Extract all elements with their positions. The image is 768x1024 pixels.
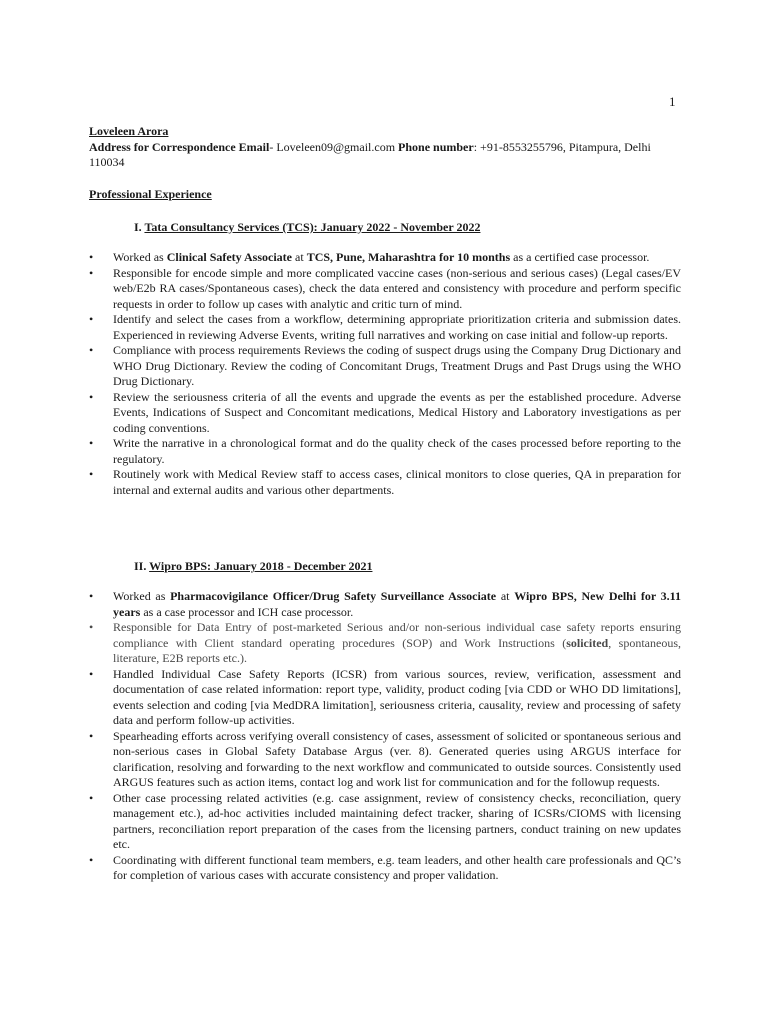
bullet-icon: • bbox=[89, 467, 94, 481]
list-item: • Write the narrative in a chronological format and do the quality check of the cases processed before reporting to the regulatory. bbox=[89, 436, 681, 466]
phone-text: : +91-8553255796, Pitampura, Delhi 110034 bbox=[89, 139, 651, 169]
bullet-icon: • bbox=[89, 790, 94, 805]
list-item: • Responsible for encode simple and more complicated vaccine cases (non-serious and serious cases) (Legal cases/EV web/E2b RA cases/Spontaneous cases), check the data entered and consistency with procedure and perform specific requests in order to follow up cases with analytic and critic turn of mind. bbox=[89, 265, 681, 311]
job-bullets-tcs bbox=[89, 250, 681, 498]
candidate-name: Loveleen Arora bbox=[89, 124, 169, 138]
bullet-icon: • bbox=[89, 436, 94, 450]
job-heading-wipro bbox=[134, 559, 372, 575]
section-title: Professional Experience bbox=[89, 187, 212, 201]
job-heading-prefix: I. bbox=[134, 220, 145, 234]
page-number: 1 bbox=[669, 94, 676, 109]
job-heading-prefix: II. bbox=[134, 559, 150, 573]
job-bullets-wipro bbox=[89, 589, 681, 884]
contact-line bbox=[89, 140, 681, 171]
email-text: - Loveleen09@gmail.com bbox=[269, 139, 399, 154]
list-item: • Coordinating with different functional team members, e.g. team leaders, and other health care professionals and QC’s for completion of various cases with accurate consistency and proper validation. bbox=[89, 852, 681, 882]
job-heading-title: Wipro BPS: January 2018 - December 2021 bbox=[149, 559, 373, 573]
job-heading-title: Tata Consultancy Services (TCS): January 2022 - November 2022 bbox=[144, 220, 481, 234]
list-item: • Worked as Pharmacovigilance Officer/Drug Safety Surveillance Associate at Wipro BPS, New Delhi for 3.11 years as a case processor and ICH case processor. bbox=[89, 589, 682, 619]
list-item: • Worked as Clinical Safety Associate at TCS, Pune, Maharashtra for 10 months as a certified case processor. bbox=[89, 250, 650, 264]
bullet-icon: • bbox=[89, 389, 94, 404]
bullet-icon: • bbox=[89, 312, 94, 326]
bullet-icon: • bbox=[89, 250, 94, 264]
bullet-icon: • bbox=[89, 728, 94, 743]
list-item: • Routinely work with Medical Review staff to access cases, clinical monitors to close queries, QA in preparation for internal and external audits and various other departments. bbox=[89, 467, 681, 497]
contact-header bbox=[89, 124, 681, 171]
phone-label: Phone number bbox=[398, 139, 474, 154]
list-item: • Spearheading efforts across verifying overall consistency of cases, assessment of solicited or spontaneous serious and non-serious cases in Global Safety Database Argus (ver. 8). Generated queries using ARGUS interface for clarification, resolving and forwarding to the next workflow and communicated to outside sources. Consistently used ARGUS features such as action items, contact log and work list for communication and for the followup requests. bbox=[89, 728, 681, 789]
bullet-icon: • bbox=[89, 852, 94, 867]
list-item: • Identify and select the cases from a workflow, determining appropriate prioritization criteria and submission dates. Experienced in reviewing Adverse Events, writing full narratives and working on case initial and follow-up reports. bbox=[89, 312, 681, 342]
job-heading-tcs bbox=[134, 220, 480, 236]
list-item: • Review the seriousness criteria of all the events and upgrade the events as per the established procedure. Adverse Events, Indications of Suspect and Concomitant medications, Medical History and Laboratory investigations as per coding conventions. bbox=[89, 389, 681, 435]
list-item: • Other case processing related activities (e.g. case assignment, review of consistency checks, reconciliation, query management etc.), ad-hoc activities included maintaining defect tracker, sharing of ICSRs/CIOMS with licensing partners, reconciliation report preparation of the cases from the licensing partners, conduct training on new updates etc. bbox=[89, 790, 681, 851]
list-item: • Responsible for Data Entry of post-marketed Serious and/or non-serious individual case safety reports ensuring compliance with Client standard operating procedures (SOP) and Work Instructions (solicited, spontaneous, literature, E2B reports etc.). bbox=[89, 620, 681, 665]
bullet-icon: • bbox=[89, 589, 94, 603]
bullet-icon: • bbox=[89, 265, 94, 280]
address-label: Address for Correspondence Email bbox=[89, 139, 270, 154]
list-item: • Handled Individual Case Safety Reports (ICSR) from various sources, review, verification, assessment and documentation of case related information: report type, validity, product coding [via CDD or WHO DD limitations], events selection and coding [via MedDRA limitation], seriousness criteria, causality, review and processing of safety data and perform follow-up activities. bbox=[89, 666, 681, 727]
bullet-icon: • bbox=[89, 666, 94, 681]
list-item: • Compliance with process requirements Reviews the coding of suspect drugs using the Company Drug Dictionary and WHO Drug Dictionary. Review the coding of Concomitant Drugs, Treatment Drugs and Past Drugs using the WHO Drug Dictionary. bbox=[89, 343, 681, 388]
bullet-icon: • bbox=[89, 343, 94, 357]
bullet-icon: • bbox=[89, 620, 94, 634]
